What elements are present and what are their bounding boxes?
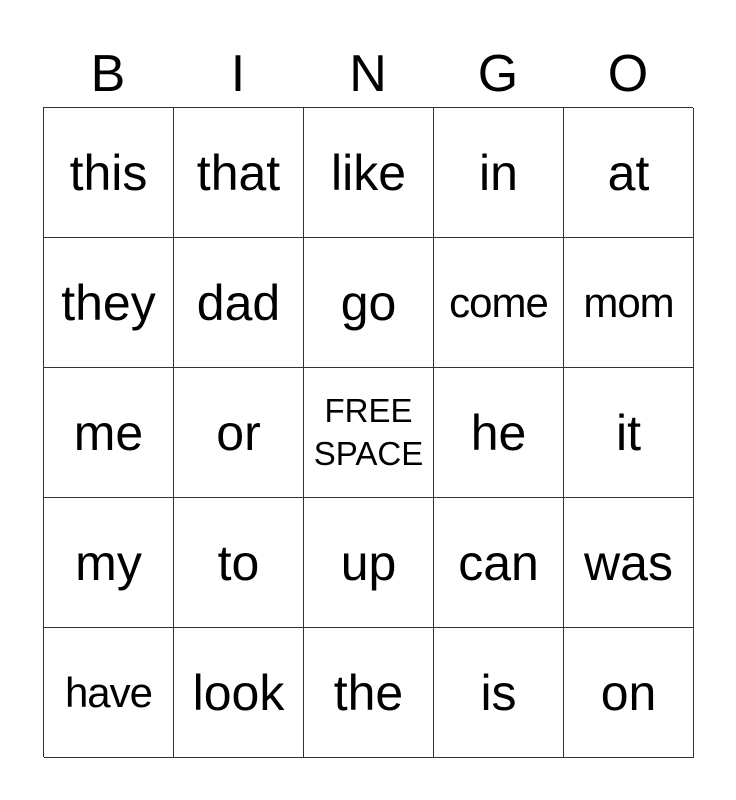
header-letter-b: B — [90, 45, 126, 103]
bingo-cell[interactable]: the — [304, 628, 434, 758]
header-letter-i: I — [230, 45, 246, 103]
bingo-cell[interactable]: this — [44, 108, 174, 238]
bingo-cell[interactable]: look — [174, 628, 304, 758]
bingo-cell[interactable]: have — [44, 628, 174, 758]
bingo-cell[interactable]: he — [434, 368, 564, 498]
bingo-cell[interactable]: is — [434, 628, 564, 758]
bingo-cell[interactable]: to — [174, 498, 304, 628]
bingo-cell[interactable]: was — [564, 498, 694, 628]
bingo-cell[interactable]: can — [434, 498, 564, 628]
bingo-header — [43, 44, 693, 104]
free-space-line1: FREE — [324, 391, 413, 429]
free-space-line2: SPACE — [313, 434, 424, 472]
bingo-cell[interactable]: go — [304, 238, 434, 368]
bingo-cell[interactable]: come — [434, 238, 564, 368]
bingo-cell[interactable]: that — [174, 108, 304, 238]
bingo-cell[interactable]: me — [44, 368, 174, 498]
free-space-cell[interactable] — [304, 368, 434, 498]
bingo-cell[interactable]: up — [304, 498, 434, 628]
header-letter-o: O — [607, 45, 649, 103]
header-letter-g: G — [477, 45, 519, 103]
bingo-cell[interactable]: at — [564, 108, 694, 238]
bingo-cell[interactable]: my — [44, 498, 174, 628]
header-letter-n: N — [349, 45, 387, 103]
bingo-cell[interactable]: like — [304, 108, 434, 238]
bingo-cell[interactable]: dad — [174, 238, 304, 368]
bingo-cell[interactable]: on — [564, 628, 694, 758]
bingo-cell[interactable]: they — [44, 238, 174, 368]
bingo-card — [43, 107, 693, 757]
bingo-cell[interactable]: in — [434, 108, 564, 238]
bingo-cell[interactable]: mom — [564, 238, 694, 368]
bingo-cell[interactable]: it — [564, 368, 694, 498]
bingo-cell[interactable]: or — [174, 368, 304, 498]
